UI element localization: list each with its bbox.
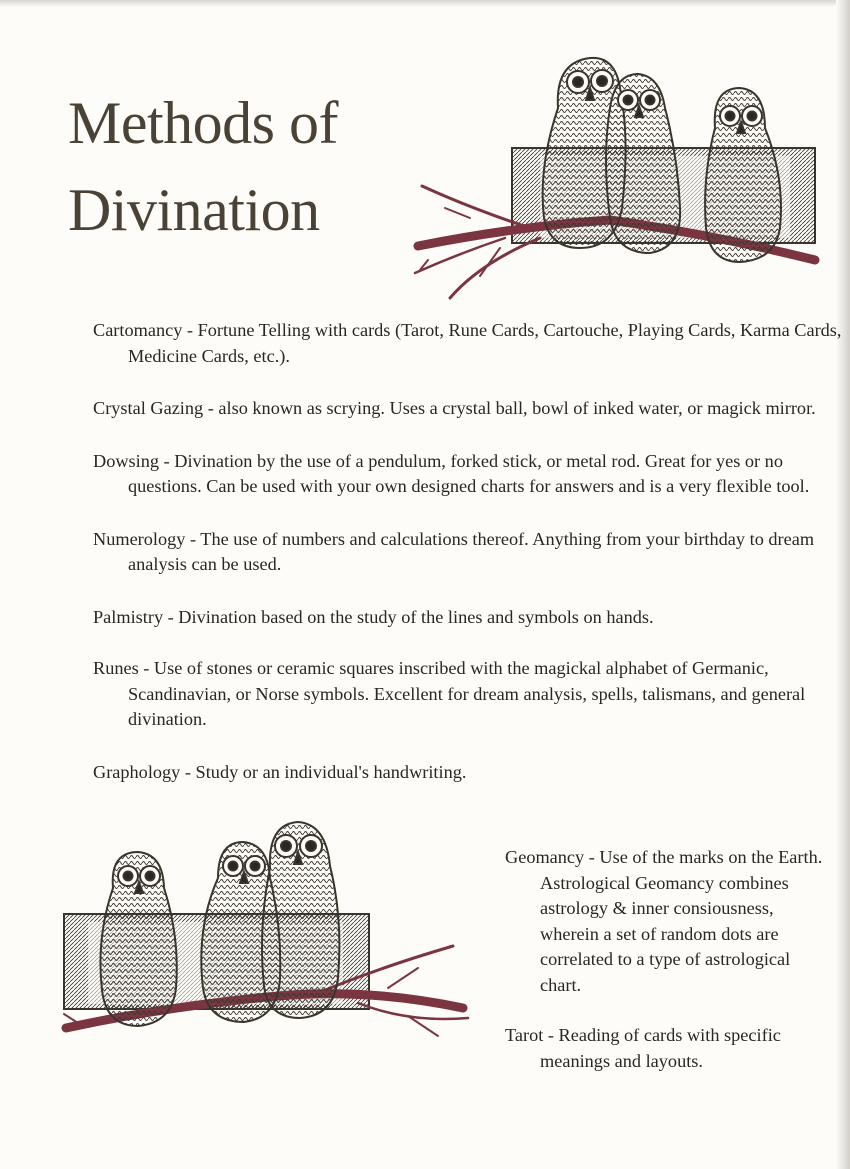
scan-edge-top: [0, 0, 850, 7]
entry-graphology: Graphology - Study or an individual's handwriting.: [93, 761, 467, 782]
page-title: [68, 80, 338, 254]
entry-cartomancy: Cartomancy - Fortune Telling with cards (Tarot, Rune Cards, Cartouche, Playing Cards, Karma Cards, Medicine Cards, etc.).: [93, 320, 842, 366]
entry-crystal-gazing: Crystal Gazing - also known as scrying. Uses a crystal ball, bowl of inked water, or magick mirror.: [93, 398, 816, 418]
entry-geomancy: Geomancy - Use of the marks on the Earth. Astrological Geomancy combines astrology & inner consiousness, wherein a set of random dots are correlated to a type of astrological chart.: [505, 847, 823, 995]
title-line-1: Methods of: [68, 90, 338, 156]
entry-palmistry: Palmistry - Divination based on the study of the lines and symbols on hands.: [93, 606, 654, 627]
divination-methods-right-column: [505, 845, 835, 1099]
title-line-2: Divination: [68, 177, 320, 243]
owls-illustration-top: [410, 48, 820, 306]
entry-runes: Runes - Use of stones or ceramic squares inscribed with the magickal alphabet of Germanic, Scandinavian, or Norse symbols. Excellent for dream analysis, spells, talismans, and general divination.: [93, 658, 806, 729]
owls-illustration-bottom: [58, 818, 473, 1076]
entry-dowsing: Dowsing - Divination by the use of a pendulum, forked stick, or metal rod. Great for yes or no questions. Can be used with your own designed charts for answers and is a very flexible tool.: [93, 450, 810, 496]
entry-numerology: Numerology - The use of numbers and calculations thereof. Anything from your birthday to dream analysis can be used.: [93, 528, 815, 574]
divination-methods-list: [93, 318, 848, 812]
entry-tarot: Tarot - Reading of cards with specific meanings and layouts.: [505, 1025, 781, 1071]
